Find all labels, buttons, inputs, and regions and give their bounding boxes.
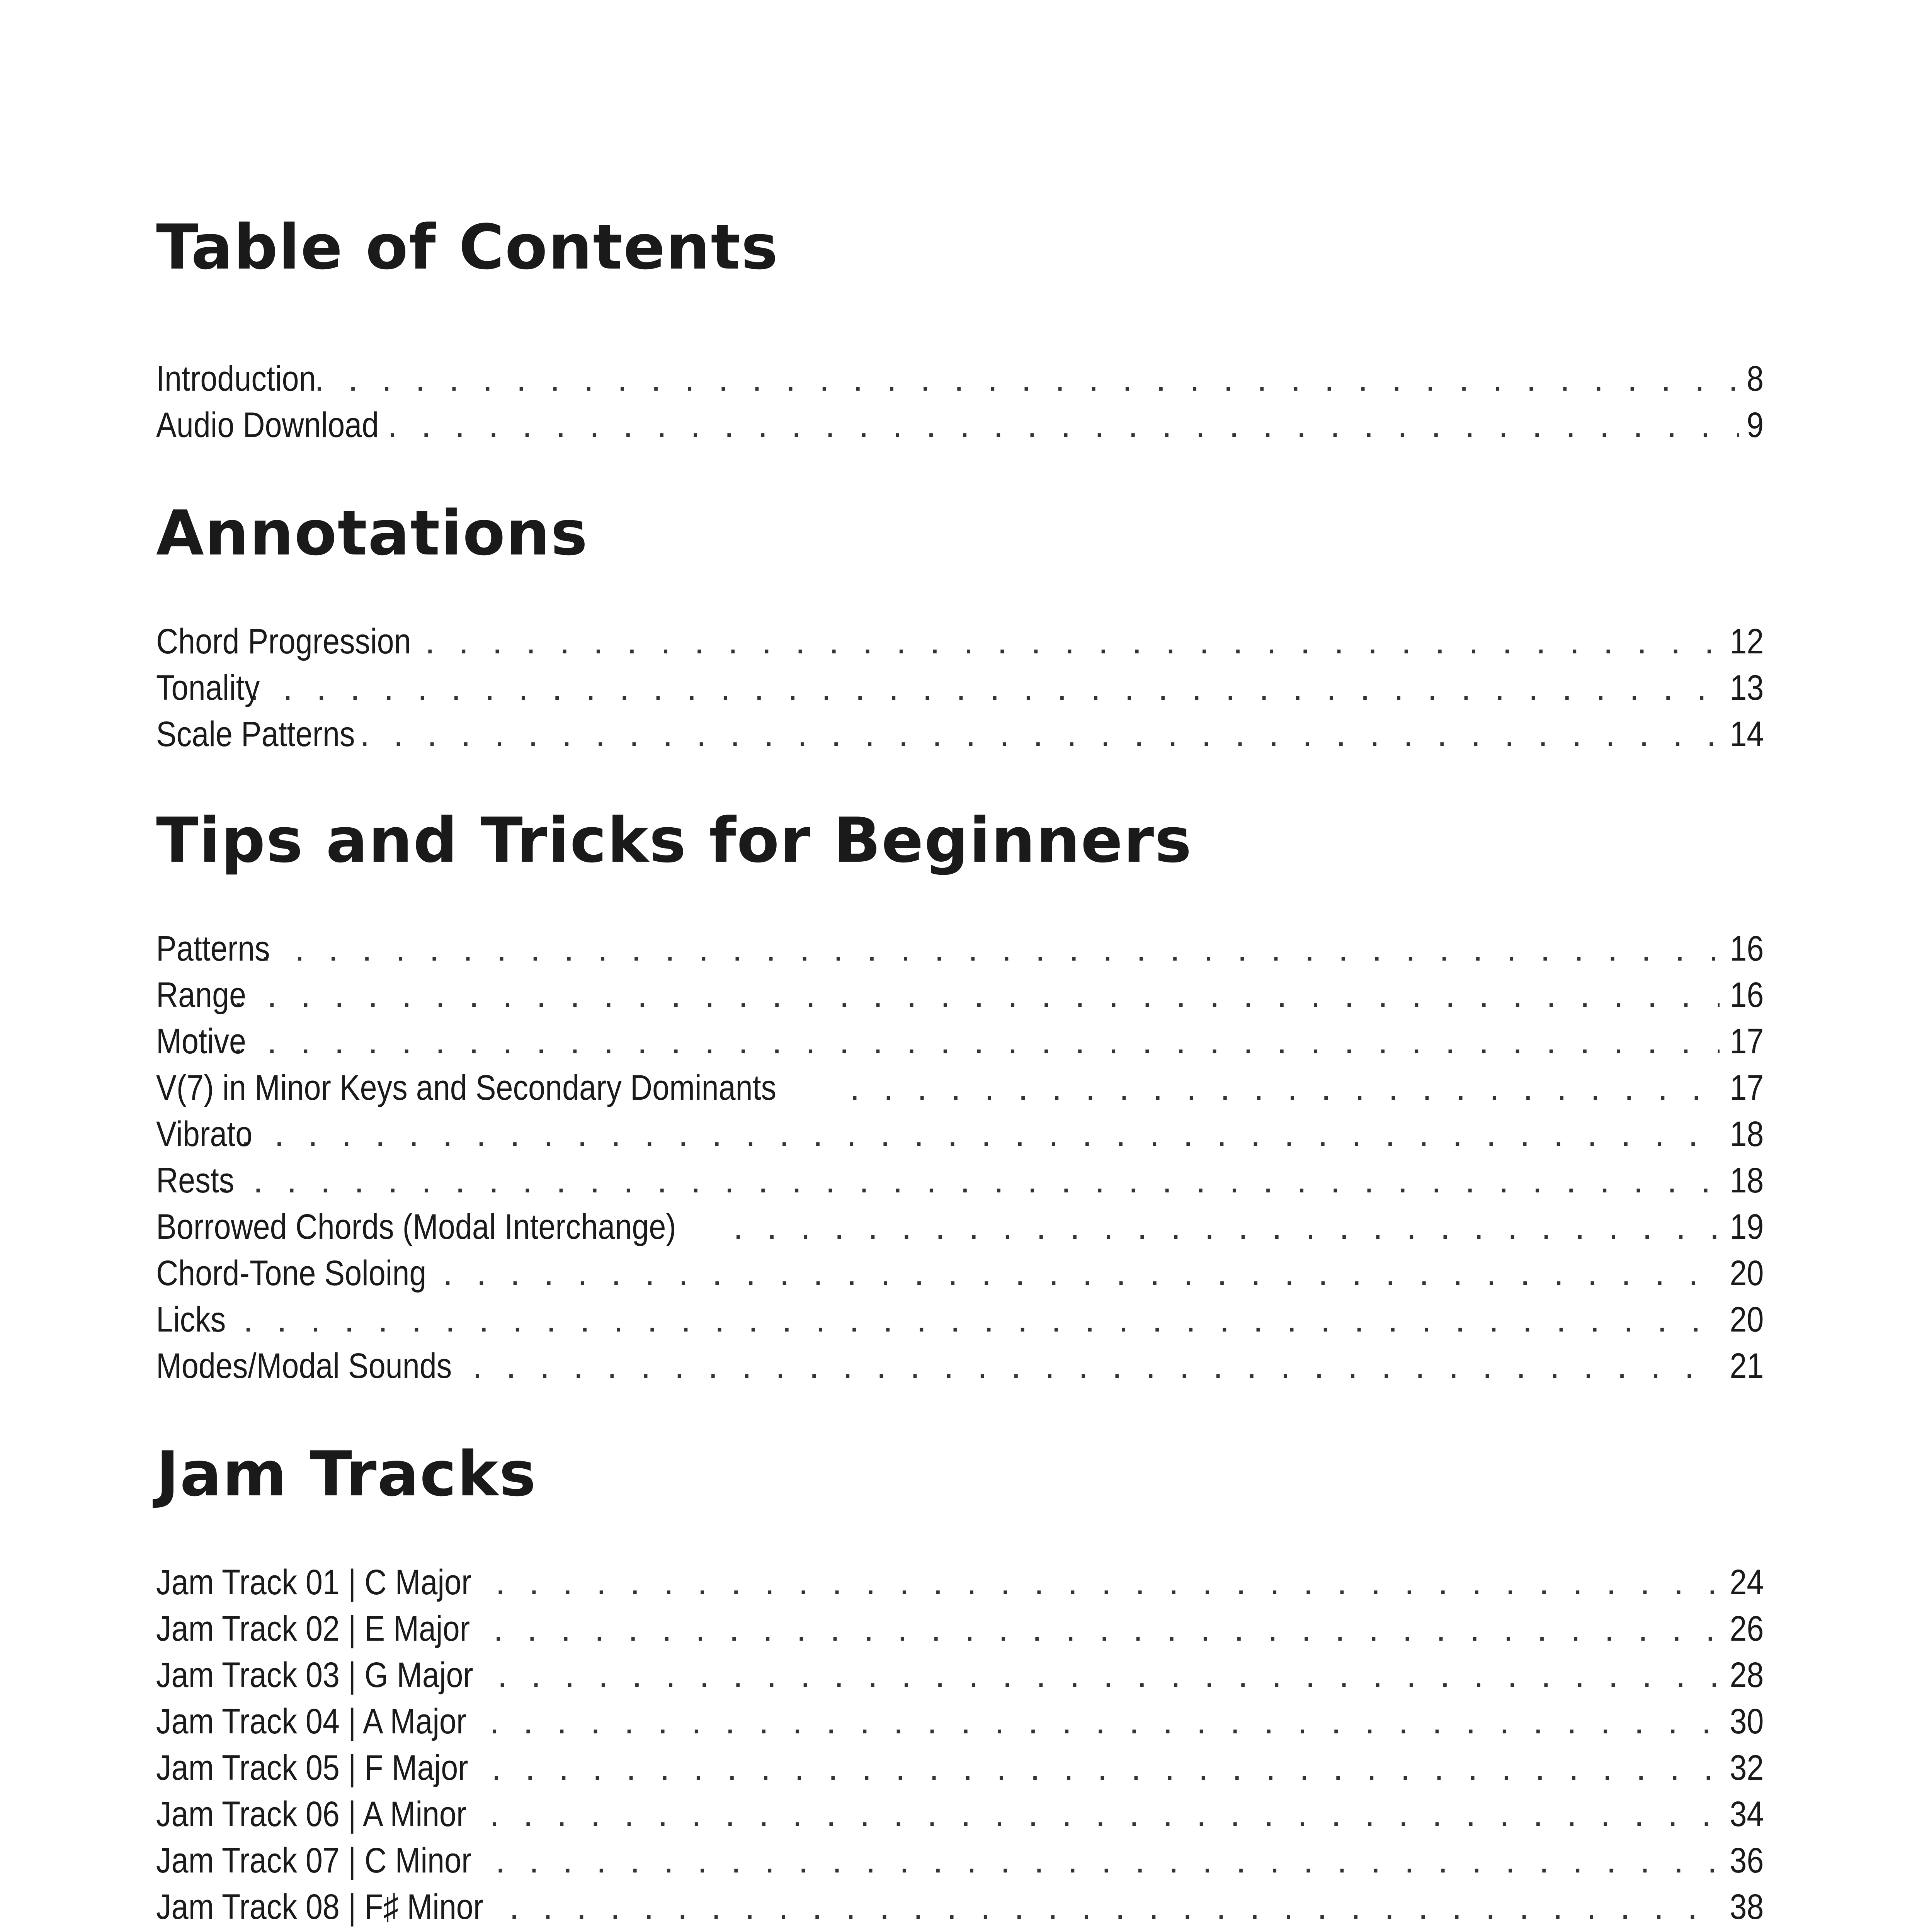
toc-entry-title: Scale Patterns bbox=[156, 714, 355, 754]
toc-entry-title: Vibrato bbox=[156, 1114, 253, 1154]
toc-list bbox=[156, 618, 1764, 757]
toc-entry-page bbox=[1730, 1930, 1764, 1932]
toc-entry-title: Licks bbox=[156, 1300, 226, 1339]
leader-dots bbox=[209, 1296, 1719, 1343]
toc-entry[interactable] bbox=[156, 1605, 1764, 1652]
toc-entry-title: Jam Track 02 | E Major bbox=[156, 1609, 470, 1648]
toc-list bbox=[156, 925, 1764, 1389]
leader-dots bbox=[850, 1065, 1719, 1111]
toc-entry[interactable] bbox=[156, 1559, 1764, 1605]
toc-section bbox=[156, 1438, 1764, 1927]
leader-dots bbox=[249, 665, 1720, 711]
leader-dots bbox=[733, 1204, 1720, 1250]
toc-entry[interactable] bbox=[156, 1250, 1764, 1296]
leader-dots bbox=[443, 1250, 1720, 1296]
toc-entry[interactable] bbox=[156, 1343, 1764, 1389]
toc-entry[interactable] bbox=[156, 355, 1764, 402]
toc-entry-title: Chord-Tone Soloing bbox=[156, 1253, 427, 1293]
toc-entry-page: 34 bbox=[1729, 1794, 1764, 1834]
toc-entry[interactable] bbox=[156, 1018, 1764, 1065]
leader-dots bbox=[233, 1018, 1720, 1065]
toc-entry-page: 20 bbox=[1729, 1253, 1764, 1293]
toc-entry[interactable] bbox=[156, 1791, 1764, 1837]
toc-entry-title bbox=[156, 1930, 582, 1932]
leader-dots bbox=[492, 1745, 1720, 1791]
toc-entry-page: 21 bbox=[1729, 1346, 1764, 1386]
toc-entry[interactable] bbox=[156, 402, 1764, 448]
leader-dots bbox=[497, 1652, 1719, 1698]
toc-entry-title: V(7) in Minor Keys and Secondary Dominants bbox=[156, 1068, 777, 1107]
toc-entry[interactable] bbox=[156, 618, 1764, 665]
leader-dots bbox=[624, 1930, 1719, 1932]
toc-entry[interactable] bbox=[156, 1745, 1764, 1791]
toc-entry[interactable] bbox=[156, 972, 1764, 1018]
section-heading: Tips and Tricks for Beginners bbox=[156, 804, 1192, 876]
toc-entry-title: Borrowed Chords (Modal Interchange) bbox=[156, 1207, 676, 1247]
leader-dots bbox=[490, 1698, 1720, 1745]
leader-dots bbox=[233, 972, 1720, 1018]
toc-entry-page: 24 bbox=[1729, 1563, 1764, 1602]
toc-entry-page: 20 bbox=[1729, 1300, 1764, 1339]
toc-entry-title: Jam Track 05 | F Major bbox=[156, 1748, 468, 1787]
toc-entry-title: Jam Track 07 | C Minor bbox=[156, 1841, 472, 1880]
toc-entry[interactable] bbox=[156, 1930, 1764, 1932]
leader-dots bbox=[473, 1343, 1720, 1389]
toc-entry[interactable] bbox=[156, 711, 1764, 757]
toc-entry-title: Jam Track 01 | C Major bbox=[156, 1563, 472, 1602]
toc-entry[interactable] bbox=[156, 1157, 1764, 1204]
leader-dots bbox=[425, 618, 1720, 665]
toc-entry-title: Jam Track 06 | A Minor bbox=[156, 1794, 467, 1834]
toc-entry-page: 17 bbox=[1729, 1022, 1764, 1061]
toc-entry[interactable] bbox=[156, 1204, 1764, 1250]
toc-entry-page: 9 bbox=[1746, 405, 1764, 445]
toc-entry-page: 17 bbox=[1729, 1068, 1764, 1107]
toc-entry-page: 19 bbox=[1729, 1207, 1764, 1247]
toc-entry[interactable] bbox=[156, 1884, 1764, 1930]
toc-entry-title: Jam Track 04 | A Major bbox=[156, 1702, 467, 1741]
toc-entry-page: 16 bbox=[1729, 929, 1764, 968]
leader-dots bbox=[509, 1884, 1720, 1930]
section-heading: Table of Contents bbox=[156, 211, 779, 283]
section-heading: Annotations bbox=[156, 497, 589, 569]
leader-dots bbox=[315, 355, 1739, 402]
toc-entry[interactable] bbox=[156, 925, 1764, 972]
toc-entry-title: Audio Download bbox=[156, 405, 379, 445]
leader-dots bbox=[261, 925, 1719, 972]
toc-entry[interactable] bbox=[156, 1296, 1764, 1343]
leader-dots bbox=[490, 1791, 1720, 1837]
toc-entry[interactable] bbox=[156, 1698, 1764, 1745]
toc-entry-page: 13 bbox=[1729, 668, 1764, 707]
toc-entry-page: 36 bbox=[1729, 1841, 1764, 1880]
toc-section bbox=[156, 804, 1764, 1386]
toc-list bbox=[156, 1559, 1764, 1932]
toc-entry-page: 38 bbox=[1729, 1887, 1764, 1927]
toc-entry-title: Chord Progression bbox=[156, 622, 411, 661]
toc-entry-page: 14 bbox=[1729, 714, 1764, 754]
toc-entry-title: Range bbox=[156, 975, 247, 1015]
toc-entry-page: 8 bbox=[1746, 359, 1764, 398]
toc-entry[interactable] bbox=[156, 1065, 1764, 1111]
toc-entry-page: 26 bbox=[1729, 1609, 1764, 1648]
toc-entry-page: 32 bbox=[1729, 1748, 1764, 1787]
toc-entry[interactable] bbox=[156, 1111, 1764, 1157]
toc-section bbox=[156, 497, 1764, 754]
toc-entry[interactable] bbox=[156, 1652, 1764, 1698]
leader-dots bbox=[388, 402, 1739, 448]
toc-entry-title: Modes/Modal Sounds bbox=[156, 1346, 452, 1386]
toc-entry-title: Patterns bbox=[156, 929, 270, 968]
toc-entry-title: Tonality bbox=[156, 668, 260, 707]
toc-entry[interactable] bbox=[156, 665, 1764, 711]
toc-section bbox=[156, 211, 1764, 445]
leader-dots bbox=[241, 1111, 1720, 1157]
toc-entry-page: 16 bbox=[1729, 975, 1764, 1015]
toc-entry-page: 28 bbox=[1729, 1655, 1764, 1695]
section-heading: Jam Tracks bbox=[156, 1438, 537, 1510]
toc-entry-title: Motive bbox=[156, 1022, 247, 1061]
toc-entry-page: 30 bbox=[1729, 1702, 1764, 1741]
toc-entry-page: 12 bbox=[1729, 622, 1764, 661]
toc-entry-title: Introduction bbox=[156, 359, 316, 398]
toc-entry-page: 18 bbox=[1729, 1114, 1764, 1154]
toc-entry-page: 18 bbox=[1729, 1161, 1764, 1200]
leader-dots bbox=[219, 1157, 1720, 1204]
toc-entry[interactable] bbox=[156, 1837, 1764, 1884]
toc-list bbox=[156, 355, 1764, 448]
leader-dots bbox=[360, 711, 1720, 757]
leader-dots bbox=[495, 1559, 1720, 1605]
toc-entry-title: Rests bbox=[156, 1161, 235, 1200]
toc-entry-title: Jam Track 03 | G Major bbox=[156, 1655, 473, 1695]
toc-entry-title: Jam Track 08 | F♯ Minor bbox=[156, 1887, 484, 1927]
leader-dots bbox=[493, 1605, 1720, 1652]
leader-dots bbox=[495, 1837, 1720, 1884]
